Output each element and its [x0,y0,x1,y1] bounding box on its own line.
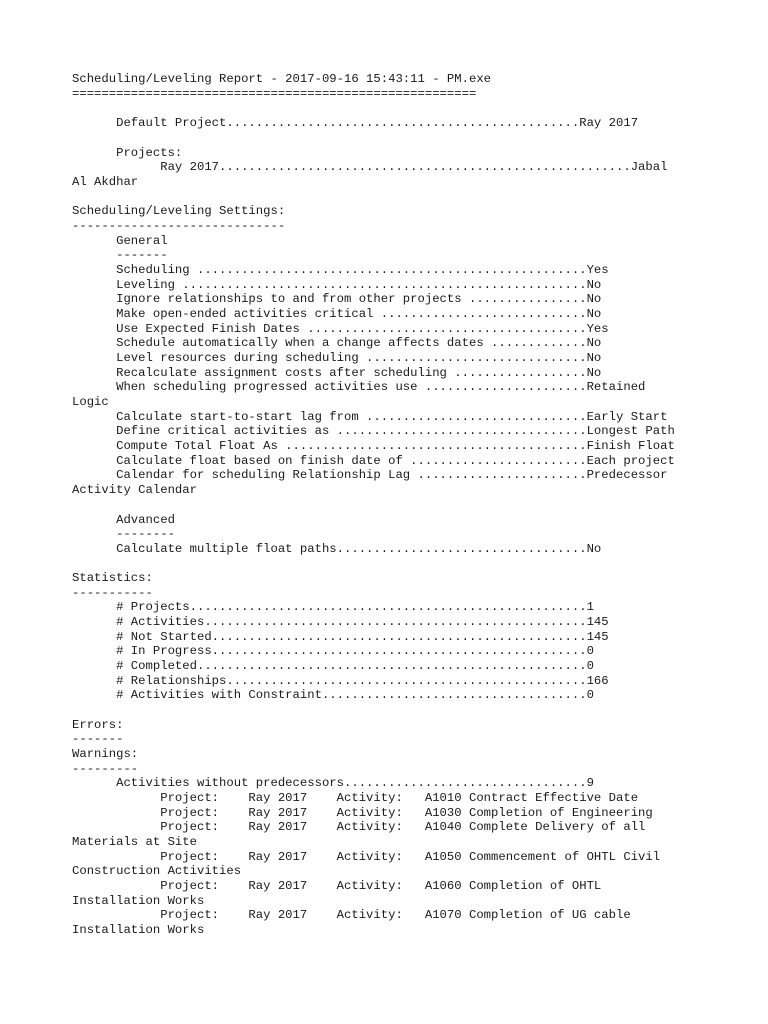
errors-heading: Errors: [72,718,124,732]
warning-line-cont: Installation Works [72,894,205,908]
projects-entry-cont: Al Akdhar [72,175,139,189]
advanced-heading: Advanced [72,513,175,527]
statistic-line: # Projects......................................................1 [72,600,594,614]
setting-line: Calculate float based on finish date of ........................Each project [72,454,675,468]
setting-line: Schedule automatically when a change affects dates .............No [72,336,602,350]
setting-line-cont: Activity Calendar [72,483,197,497]
warnings-rule: --------- [72,762,139,776]
warning-line: Project: Ray 2017 Activity: A1050 Commencement of OHTL Civil [72,850,661,864]
warnings-summary: Activities without predecessors.................................9 [72,776,594,790]
errors-rule: ------- [72,732,124,746]
setting-line: Make open-ended activities critical ............................No [72,307,602,321]
setting-line: Scheduling .....................................................Yes [72,263,609,277]
warning-line: Project: Ray 2017 Activity: A1060 Completion of OHTL [72,879,602,893]
statistic-line: # Activities....................................................145 [72,615,609,629]
statistics-heading: Statistics: [72,571,153,585]
warning-line-cont: Installation Works [72,923,205,937]
warning-line: Project: Ray 2017 Activity: A1040 Complete Delivery of all [72,820,646,834]
statistic-line: # Activities with Constraint....................................0 [72,688,594,702]
warning-line-cont: Construction Activities [72,864,242,878]
statistic-line: # Not Started...................................................145 [72,630,609,644]
warning-line: Project: Ray 2017 Activity: A1010 Contract Effective Date [72,791,639,805]
projects-entry: Ray 2017........................................................Jabal [72,160,668,174]
setting-line: When scheduling progressed activities use ......................Retained [72,380,646,394]
statistic-line: # Completed.....................................................0 [72,659,594,673]
warning-line: Project: Ray 2017 Activity: A1030 Completion of Engineering [72,806,653,820]
general-heading: General [72,234,168,248]
statistic-line: # In Progress...................................................0 [72,644,594,658]
advanced-rule: -------- [72,527,175,541]
setting-line: Ignore relationships to and from other projects ................No [72,292,602,306]
report-title: Scheduling/Leveling Report - 2017-09-16 15:43:11 - PM.exe [72,72,492,86]
settings-rule: ----------------------------- [72,219,286,233]
projects-heading: Projects: [72,146,183,160]
setting-line: Recalculate assignment costs after scheduling ..................No [72,366,602,380]
setting-line: Calculate multiple float paths..................................No [72,542,602,556]
statistic-line: # Relationships.................................................166 [72,674,609,688]
statistics-rule: ----------- [72,586,153,600]
setting-line: Leveling .......................................................No [72,278,602,292]
setting-line: Compute Total Float As .........................................Finish Float [72,439,675,453]
setting-line: Define critical activities as ..................................Longest Path [72,424,675,438]
warnings-heading: Warnings: [72,747,139,761]
setting-line-cont: Logic [72,395,109,409]
setting-line: Use Expected Finish Dates ......................................Yes [72,322,609,336]
setting-line: Calculate start-to-start lag from ..............................Early Start [72,410,668,424]
setting-line: Level resources during scheduling ..............................No [72,351,602,365]
general-rule: ------- [72,248,168,262]
default-project-line: Default Project................................................Ray 2017 [72,116,639,130]
settings-heading: Scheduling/Leveling Settings: [72,204,286,218]
setting-line: Calendar for scheduling Relationship Lag .......................Predecessor [72,468,668,482]
warning-line: Project: Ray 2017 Activity: A1070 Completion of UG cable [72,908,631,922]
warning-line-cont: Materials at Site [72,835,197,849]
title-rule: ======================================================= [72,87,477,101]
